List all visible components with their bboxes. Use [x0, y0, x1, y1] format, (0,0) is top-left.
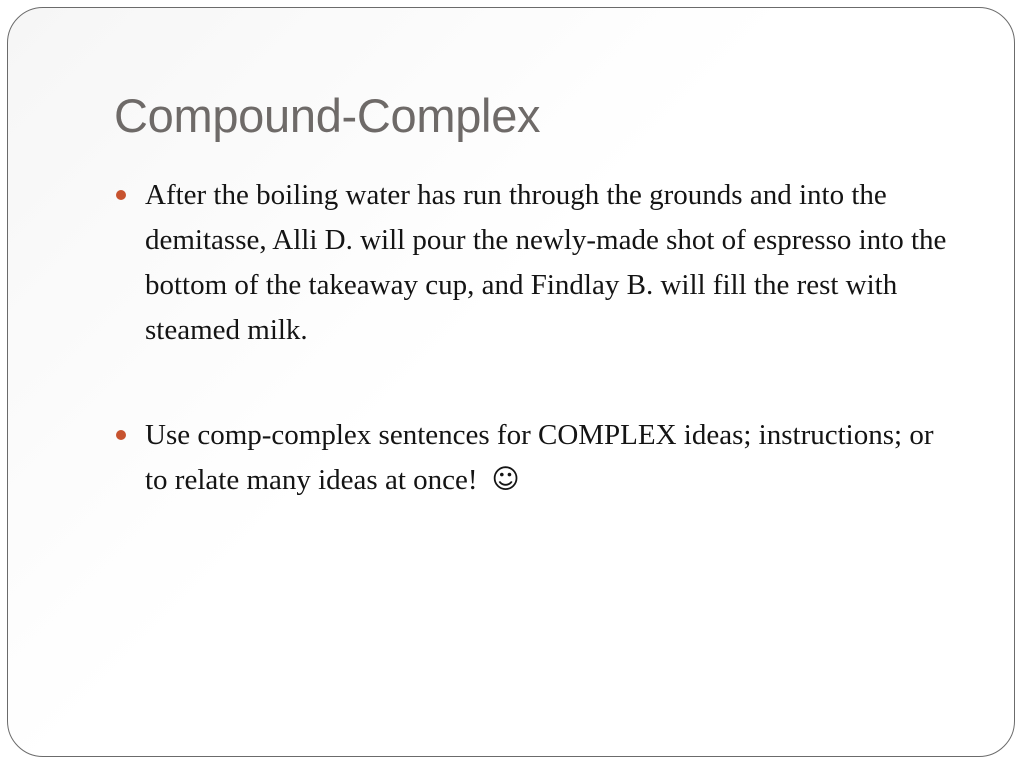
bullet-list — [116, 173, 956, 503]
bullet-text — [145, 413, 956, 503]
bullet-text-content: Use comp-complex sentences for COMPLEX ideas; instructions; or to relate many ideas at once! — [145, 419, 934, 496]
bullet-text: After the boiling water has run through the grounds and into the demitasse, Alli D. will pour the newly-made shot of espresso into the bottom of the takeaway cup, and Findlay B. will fill the rest with steamed milk. — [145, 179, 947, 346]
slide-title: Compound-Complex — [114, 89, 541, 142]
bullet-dot-icon — [116, 430, 126, 440]
bullet-dot-icon — [116, 190, 126, 200]
smiley-icon: ☺ — [491, 464, 520, 495]
bullet-item — [116, 173, 956, 353]
slide — [7, 7, 1015, 757]
bullet-item — [116, 413, 956, 503]
